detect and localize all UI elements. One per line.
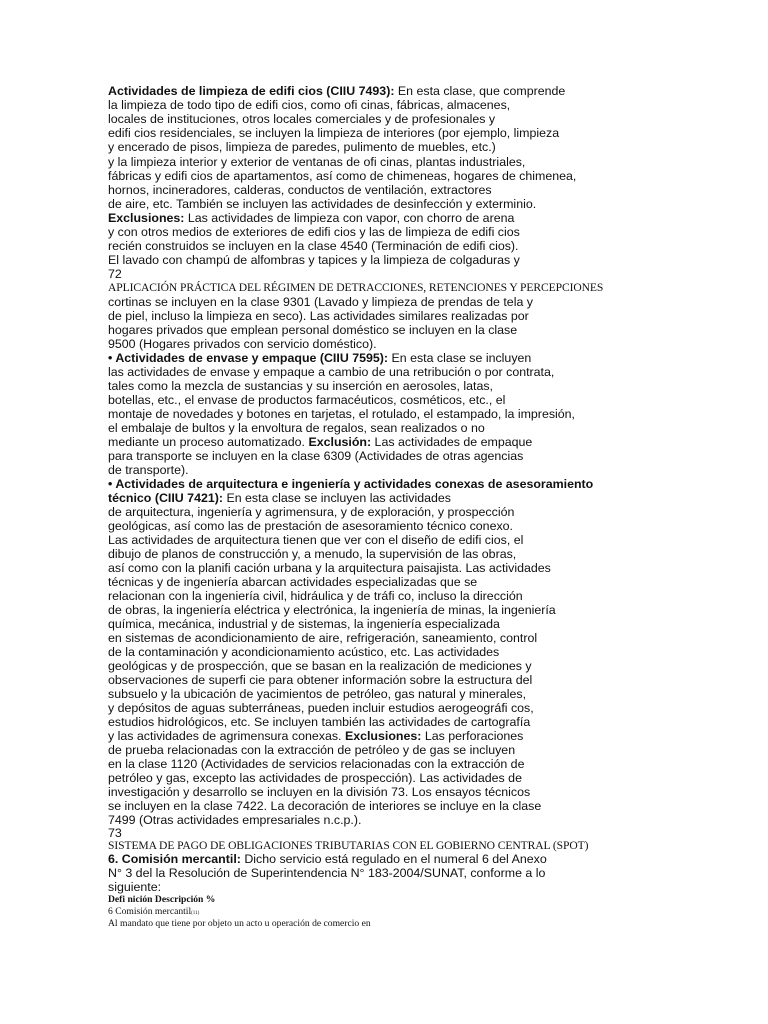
- text-line: botellas, etc., el envase de productos farmacéuticos, cosméticos, etc., el: [108, 393, 506, 407]
- footnote-marker: (11): [191, 911, 200, 916]
- text-line: edifi cios residenciales, se incluyen la limpieza de interiores (por ejemplo, limpieza: [108, 126, 560, 140]
- text-line: hornos, incineradores, calderas, conductos de ventilación, extractores: [108, 183, 492, 197]
- text-line: las actividades de envase y empaque a cambio de una retribución o por contrata,: [108, 365, 555, 379]
- page-number: 73: [108, 826, 122, 840]
- text-line: de piel, incluso la limpieza en seco). Las actividades similares realizadas por: [108, 309, 529, 323]
- text-line: tales como la mezcla de sustancias y su inserción en aerosoles, latas,: [108, 379, 493, 393]
- text-line: Actividades de limpieza de edifi cios (CIIU 7493): En esta clase, que comprende: [108, 84, 566, 98]
- text-line: observaciones de superfi cie para obtener información sobre la estructura del: [108, 673, 533, 687]
- text-line: para transporte se incluyen en la clase 6309 (Actividades de otras agencias: [108, 449, 524, 463]
- text-line: Exclusiones: Las actividades de limpieza con vapor, con chorro de arena: [108, 211, 515, 225]
- text-line: cortinas se incluyen en la clase 9301 (Lavado y limpieza de prendas de tela y: [108, 295, 533, 309]
- text-line: mediante un proceso automatizado. Exclusión: Las actividades de empaque: [108, 435, 533, 449]
- text-line: relacionan con la ingeniería civil, hidráulica y de tráfi co, incluso la dirección: [108, 589, 523, 603]
- text-line: así como con la planifi cación urbana y la arquitectura paisajista. Las actividades: [108, 561, 551, 575]
- text-line: recién construidos se incluyen en la clase 4540 (Terminación de edifi cios).: [108, 239, 519, 253]
- text-line: geológicas, así como las de prestación de asesoramiento técnico conexo.: [108, 519, 513, 533]
- text-line: y las actividades de agrimensura conexas. Exclusiones: Las perforaciones: [108, 729, 524, 743]
- text-line: montaje de novedades y botones en tarjetas, el rotulado, el estampado, la impresión,: [108, 407, 576, 421]
- text-line: y con otros medios de exteriores de edifi cios y las de limpieza de edifi cios: [108, 225, 520, 239]
- text-line: de arquitectura, ingeniería y agrimensura, y de exploración, y prospección: [108, 505, 515, 519]
- text-line: petróleo y gas, excepto las actividades de prospección). Las actividades de: [108, 771, 522, 785]
- text-line: técnico (CIIU 7421): En esta clase se incluyen las actividades: [108, 491, 451, 505]
- text-line: el embalaje de bultos y la envoltura de regalos, sean realizados o no: [108, 421, 485, 435]
- text-line: hogares privados que emplean personal doméstico se incluyen en la clase: [108, 323, 518, 337]
- text-line: de obras, la ingeniería eléctrica y electrónica, la ingeniería de minas, la ingeniería: [108, 603, 556, 617]
- text-line: de transporte).: [108, 463, 189, 477]
- exclusions-label: Exclusiones:: [344, 729, 422, 743]
- text-line: fábricas y edifi cios de apartamentos, así como de chimeneas, hogares de chimenea,: [108, 169, 577, 183]
- page-number: 72: [108, 267, 122, 281]
- text-line: subsuelo y la ubicación de yacimientos de petróleo, gas natural y minerales,: [108, 687, 527, 701]
- text-line: geológicas y de prospección, que se basan en la realización de mediciones y: [108, 659, 532, 673]
- heading-comision: 6. Comisión mercantil:: [108, 852, 241, 866]
- text-line: siguiente:: [108, 880, 162, 894]
- text-line: locales de instituciones, otros locales comerciales y de profesionales y: [108, 112, 496, 126]
- running-header: SISTEMA DE PAGO DE OBLIGACIONES TRIBUTARIAS CON EL GOBIERNO CENTRAL (SPOT): [108, 839, 589, 852]
- text-line: de prueba relacionadas con la extracción de petróleo y de gas se incluyen: [108, 743, 516, 757]
- text-line: N° 3 del la Resolución de Superintendencia N° 183-2004/SUNAT, conforme a lo: [108, 866, 546, 880]
- text-line: y depósitos de aguas subterráneas, pueden incluir estudios aerogeográfi cos,: [108, 701, 534, 715]
- text-line: • Actividades de envase y empaque (CIIU 7595): En esta clase se incluyen: [108, 351, 532, 365]
- text-line: 6. Comisión mercantil: Dicho servicio está regulado en el numeral 6 del Anexo: [108, 852, 547, 866]
- running-header: APLICACIÓN PRÁCTICA DEL RÉGIMEN DE DETRACCIONES, RETENCIONES Y PERCEPCIONES: [108, 281, 604, 294]
- text-line: la limpieza de todo tipo de edifi cios, como ofi cinas, fábricas, almacenes,: [108, 98, 511, 112]
- heading-limpieza: Actividades de limpieza de edifi cios (CIIU 7493):: [108, 84, 395, 98]
- table-row: 6 Comisión mercantil(11): [108, 906, 200, 917]
- heading-envase: • Actividades de envase y empaque (CIIU 7595):: [108, 351, 389, 365]
- text-line: y encerado de pisos, limpieza de paredes, pulimento de muebles, etc.): [108, 140, 496, 154]
- text-line: y la limpieza interior y exterior de ventanas de ofi cinas, plantas industriales,: [108, 155, 526, 169]
- text-line: en sistemas de acondicionamiento de aire, refrigeración, saneamiento, control: [108, 631, 538, 645]
- text-line: química, mecánica, industrial y de sistemas, la ingeniería especializada: [108, 617, 500, 631]
- text-line: técnicas y de ingeniería abarcan actividades especializadas que se: [108, 575, 478, 589]
- exclusion-label: Exclusión:: [308, 435, 372, 449]
- text-line: dibujo de planos de construcción y, a menudo, la supervisión de las obras,: [108, 547, 517, 561]
- text-line: de aire, etc. También se incluyen las actividades de desinfección y exterminio.: [108, 197, 537, 211]
- text-line: [108, 477, 593, 491]
- text-line: Las actividades de arquitectura tienen que ver con el diseño de edifi cios, el: [108, 533, 524, 547]
- text-line: de la contaminación y acondicionamiento acústico, etc. Las actividades: [108, 645, 500, 659]
- text-line: El lavado con champú de alfombras y tapices y la limpieza de colgaduras y: [108, 253, 520, 267]
- text-line: se incluyen en la clase 7422. La decoración de interiores se incluye en la clase: [108, 799, 542, 813]
- heading-arquitectura: • Actividades de arquitectura e ingeniería y actividades conexas de asesoramiento: [108, 477, 594, 491]
- table-header: Defi nición Descripción %: [108, 894, 216, 905]
- text-line: estudios hidrológicos, etc. Se incluyen también las actividades de cartografía: [108, 715, 531, 729]
- text-line: en la clase 1120 (Actividades de servicios relacionadas con la extracción de: [108, 757, 525, 771]
- text-line: 9500 (Hogares privados con servicio doméstico).: [108, 337, 377, 351]
- text-line: 7499 (Otras actividades empresariales n.c.p.).: [108, 813, 362, 827]
- table-row: Al mandato que tiene por objeto un acto u operación de comercio en: [108, 918, 371, 929]
- text-line: investigación y desarrollo se incluyen en la división 73. Los ensayos técnicos: [108, 785, 531, 799]
- exclusions-label: Exclusiones:: [108, 211, 185, 225]
